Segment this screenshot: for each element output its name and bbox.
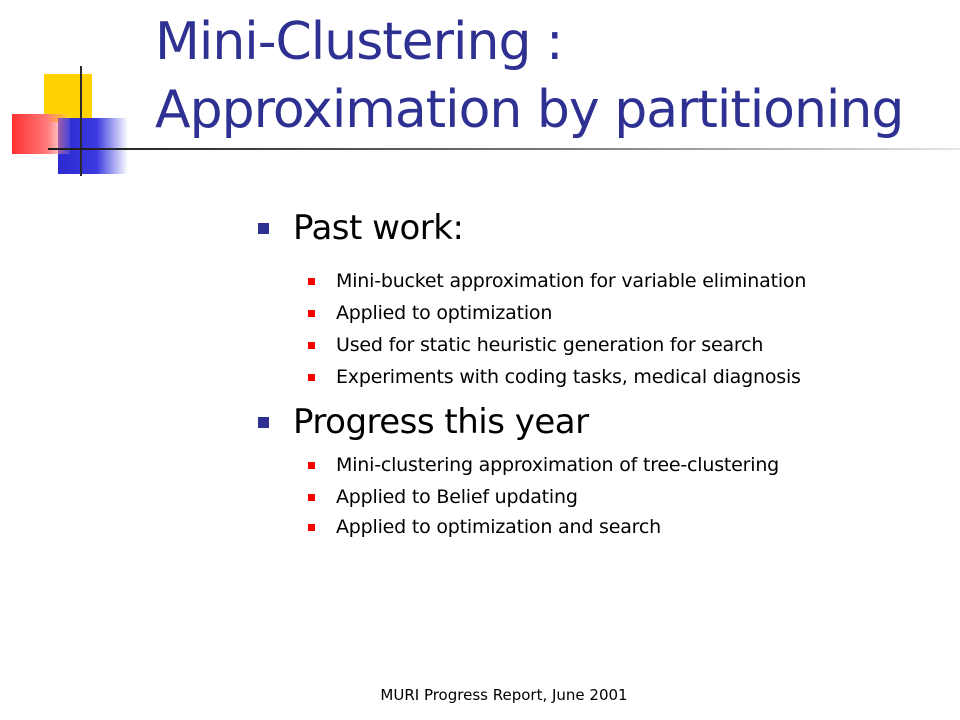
slide-title (155, 8, 945, 144)
list-item-text: Applied to Belief updating (336, 486, 578, 508)
item-bullet-icon (308, 524, 315, 531)
item-bullet-icon (308, 374, 315, 381)
section-past-work (258, 208, 463, 248)
list-item (308, 302, 552, 324)
title-underline (48, 148, 960, 150)
list-item-text: Experiments with coding tasks, medical diagnosis (336, 366, 801, 388)
title-line-1: Mini-Clustering : (155, 12, 563, 72)
title-line-2: Approximation by partitioning (155, 80, 904, 140)
section-heading: Progress this year (293, 402, 589, 442)
list-item-text: Used for static heuristic generation for search (336, 334, 764, 356)
item-bullet-icon (308, 462, 315, 469)
section-progress-this-year (258, 402, 589, 442)
section-bullet-icon (258, 223, 269, 234)
list-item (308, 270, 806, 292)
decorative-logo (0, 60, 140, 180)
list-item (308, 454, 779, 476)
list-item (308, 366, 801, 388)
list-item (308, 486, 578, 508)
item-bullet-icon (308, 310, 315, 317)
item-bullet-icon (308, 494, 315, 501)
list-item (308, 516, 661, 538)
section-heading: Past work: (293, 208, 464, 248)
logo-vertical-line (80, 66, 82, 176)
list-item-text: Applied to optimization and search (336, 516, 661, 538)
list-item (308, 334, 763, 356)
list-item-text: Applied to optimization (336, 302, 553, 324)
item-bullet-icon (308, 278, 315, 285)
list-item-text: Mini-bucket approximation for variable elimination (336, 270, 807, 292)
item-bullet-icon (308, 342, 315, 349)
section-bullet-icon (258, 417, 269, 428)
list-item-text: Mini-clustering approximation of tree-clustering (336, 454, 780, 476)
slide-footer: MURI Progress Report, June 2001 (380, 686, 628, 704)
